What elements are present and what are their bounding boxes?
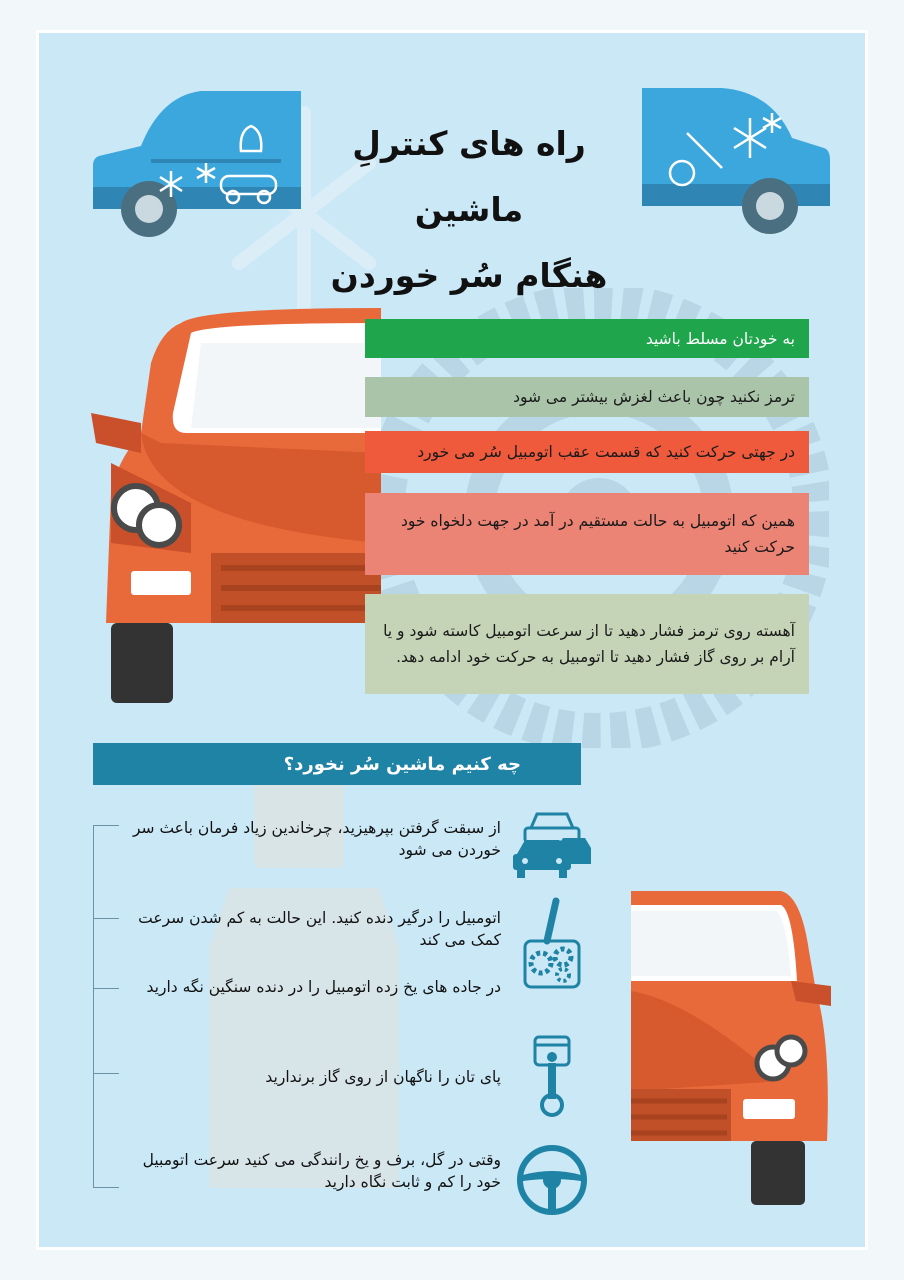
- traffic-cars-icon: [511, 808, 593, 880]
- orange-car-front-illustration: [91, 303, 381, 703]
- tip-text: ترمز نکنید چون باعث لغزش بیشتر می شود: [513, 388, 795, 406]
- tip-text: در جهتی حرکت کنید که قسمت عقب اتومبیل سُر می خورد: [417, 443, 795, 461]
- gear-shift-icon: [511, 893, 593, 993]
- tip-brake-gently: [365, 594, 809, 694]
- advice-text: در جاده های یخ زده اتومبیل را در دنده سنگین نگه دارید: [146, 978, 501, 996]
- tip-text: آهسته روی ترمز فشار دهید تا از سرعت اتومبیل کاسته شود و یا آرام بر روی گاز فشار دهید تا اتومبیل به حرکت خود ادامه دهد.: [383, 622, 795, 666]
- advice-item: [131, 817, 501, 861]
- advice-item: [131, 1149, 501, 1193]
- tip-text: همین که اتومبیل به حالت مستقیم در آمد در جهت دلخواه خود حرکت کنید: [400, 512, 795, 556]
- advice-text: از سبقت گرفتن بپرهیزید، چرخاندین زیاد فرمان باعث سر خوردن می شود: [133, 819, 501, 859]
- van-left-illustration: [91, 91, 303, 241]
- van-right-illustration: [642, 88, 832, 243]
- orange-car-front-small-illustration: [631, 891, 837, 1205]
- advice-bracket-tick: [93, 918, 119, 919]
- advice-bracket-tick: [93, 825, 119, 826]
- infographic-frame: [36, 30, 868, 1250]
- advice-item: [131, 976, 501, 998]
- advice-bracket-tick: [93, 988, 119, 989]
- advice-text: پای تان را ناگهان از روی گاز برندارید: [265, 1068, 501, 1086]
- section-question-banner: چه کنیم ماشین سُر نخورد؟: [93, 743, 581, 785]
- tip-stay-calm: [365, 319, 809, 358]
- page-title: [309, 111, 629, 309]
- steering-wheel-icon: [511, 1141, 593, 1219]
- advice-text: اتومبیل را درگیر دنده کنید. این حالت به کم شدن سرعت کمک می کند: [138, 909, 501, 949]
- advice-text: وقتی در گل، برف و یخ رانندگی می کنید سرعت اتومبیل خود را کم و ثابت نگاه دارید: [142, 1151, 501, 1191]
- tip-text: به خودتان مسلط باشید: [645, 329, 795, 348]
- piston-icon: [511, 1033, 593, 1119]
- tip-dont-brake: [365, 377, 809, 417]
- advice-bracket-tick: [93, 1187, 119, 1188]
- advice-item: [131, 1066, 501, 1088]
- advice-bracket-line: [93, 825, 120, 1187]
- tip-steer-into-skid: [365, 431, 809, 473]
- page-title-line1: راه های کنترلِ ماشین: [352, 124, 586, 229]
- tip-steer-desired-direction: [365, 493, 809, 575]
- advice-bracket-tick: [93, 1073, 119, 1074]
- advice-item: [131, 907, 501, 951]
- page-title-line2: هنگام سُر خوردن: [330, 256, 608, 295]
